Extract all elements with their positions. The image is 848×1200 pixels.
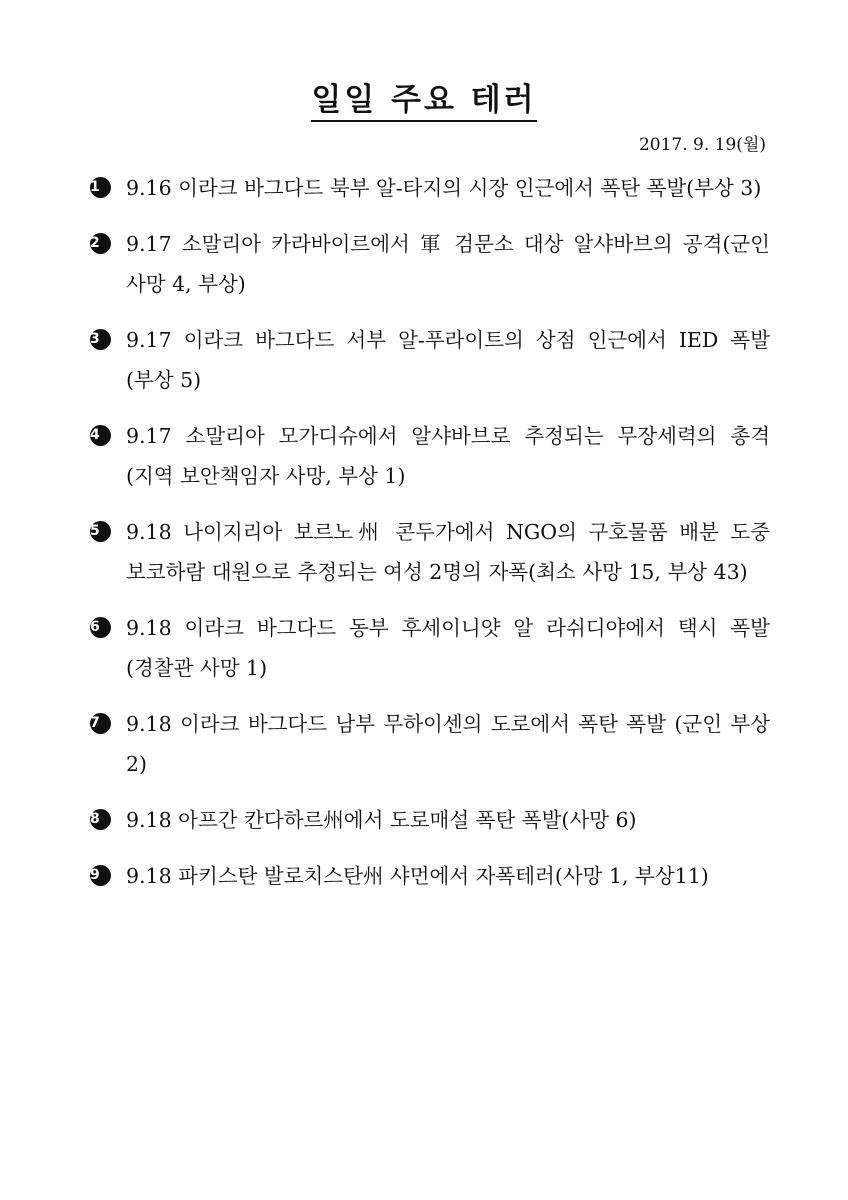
list-item: [90, 320, 770, 400]
item-text: 9.17 이라크 바그다드 서부 알-푸라이트의 상점 인근에서 IED 폭발(부상 5): [126, 328, 770, 392]
list-item: [90, 856, 770, 896]
list-item: [90, 608, 770, 688]
title-text: 일일 주요 테러: [311, 82, 536, 122]
item-number-badge: 7: [90, 713, 111, 734]
item-number-badge: 6: [90, 617, 111, 638]
list-item: [90, 224, 770, 304]
item-text: 9.18 파키스탄 발로치스탄州 샤먼에서 자폭테러(사망 1, 부상11): [126, 864, 709, 888]
item-text: 9.17 소말리아 카라바이르에서 軍 검문소 대상 알샤바브의 공격(군인 사망 4, 부상): [126, 232, 770, 296]
item-text: 9.18 이라크 바그다드 남부 무하이센의 도로에서 폭탄 폭발 (군인 부상 2): [126, 712, 770, 776]
item-text: 9.18 이라크 바그다드 동부 후세이니얏 알 라쉬디야에서 택시 폭발(경찰관 사망 1): [126, 616, 770, 680]
item-number-badge: 4: [90, 425, 111, 446]
page-title: [0, 74, 848, 119]
item-number-badge: 9: [90, 865, 111, 886]
item-number-badge: 8: [90, 809, 111, 830]
list-item: [90, 512, 770, 592]
item-text: 9.18 아프간 칸다하르州에서 도로매설 폭탄 폭발(사망 6): [126, 808, 637, 832]
item-number-badge: 2: [90, 233, 111, 254]
item-number-badge: 5: [90, 521, 111, 542]
item-text: 9.17 소말리아 모가디슈에서 알샤바브로 추정되는 무장세력의 총격(지역 보안책임자 사망, 부상 1): [126, 424, 770, 488]
incident-list: [90, 168, 770, 912]
item-text: 9.18 나이지리아 보르노州 콘두가에서 NGO의 구호물품 배분 도중 보코하람 대원으로 추정되는 여성 2명의 자폭(최소 사망 15, 부상 43): [126, 520, 770, 584]
report-date: 2017. 9. 19(월): [638, 135, 766, 155]
list-item: [90, 168, 770, 208]
item-number-badge: 1: [90, 177, 111, 198]
list-item: [90, 416, 770, 496]
item-number-badge: 3: [90, 329, 111, 350]
item-text: 9.16 이라크 바그다드 북부 알-타지의 시장 인근에서 폭탄 폭발(부상 3): [126, 176, 762, 200]
list-item: [90, 800, 770, 840]
list-item: [90, 704, 770, 784]
